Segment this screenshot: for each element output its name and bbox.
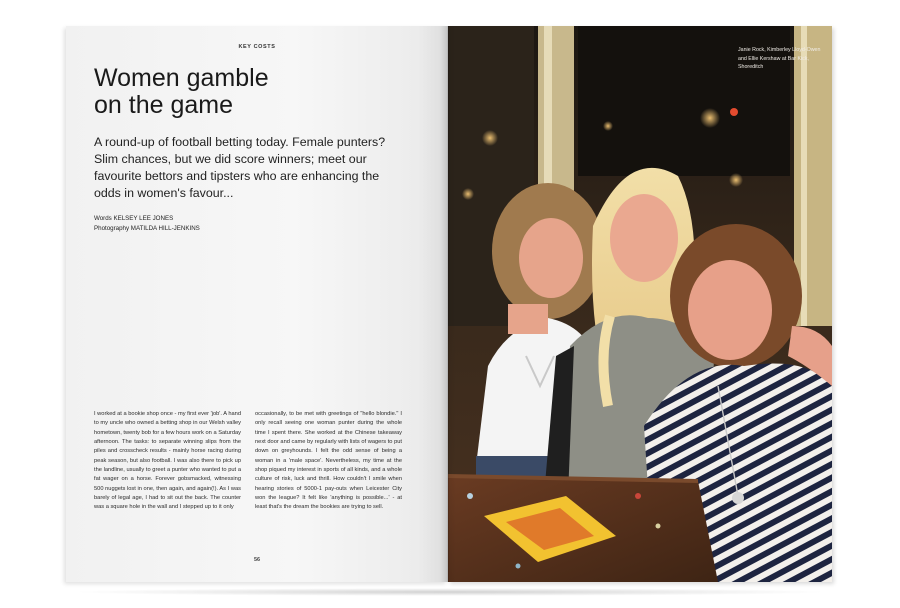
page-number: 56 <box>253 557 261 563</box>
section-label: KEY COSTS <box>238 44 276 50</box>
spread-shadow <box>70 588 830 596</box>
standfirst: A round-up of football betting today. Female punters? Slim chances, but we did score winners; meet our favourite bettors and tipsters who are enhancing the odds in women's favour... <box>94 135 386 200</box>
right-page <box>448 26 832 582</box>
photo-credit: Photography MATILDA HILL-JENKINS <box>94 224 200 232</box>
body-column-2: occasionally, to be met with greetings of "hello blondie." I only recall seeing one woman punter during the whole time I spent there. She worked at the Chinese takeaway next door and came by regularly with lists of wagers to put down on greyhounds. I felt the odd sense of being a woman in a 'male space'. Nevertheless, my time at the shop piqued my interest in sports of all kinds, and a whole culture of risk, luck and thrill. How couldn't I smile when hearing stories of 5000-1 pay-outs when Leicester City won the league? It felt like 'anything is possible...' - at least that's the dream the bookies are trying to sell. <box>255 411 402 511</box>
credits <box>94 214 344 233</box>
headline-line-2: on the game <box>94 91 233 119</box>
left-page <box>66 26 448 582</box>
photo-caption: Janie Rock, Kimberley Lloyd-Owen and Ellie Kershaw at Bar Kick, Shoreditch <box>738 47 821 71</box>
body-column-1: I worked at a bookie shop once - my first ever 'job'. A hand to my uncle who owned a betting shop in our Welsh valley hometown, twenty bob for a few hours work on a Saturday afternoon. The tasks: to separate winning slips from the piles and crosscheck results - mainly horse racing during peak season, but also football. I was also there to pick up the landline, usually to greet a punter who wanted to put a fat wager on a horse. Forever gobsmacked, witnessing 500 nuggets lost in one, then again, and again(!). As I was barely of legal age, I had to sit out the back. The counter was a square hole in the wall and I stepped up to it only <box>94 411 241 511</box>
words-credit: Words KELSEY LEE JONES <box>94 215 174 222</box>
headline <box>94 65 424 119</box>
headline-line-1: Women gamble <box>94 64 269 92</box>
three-women-at-bar-photo <box>448 26 832 582</box>
